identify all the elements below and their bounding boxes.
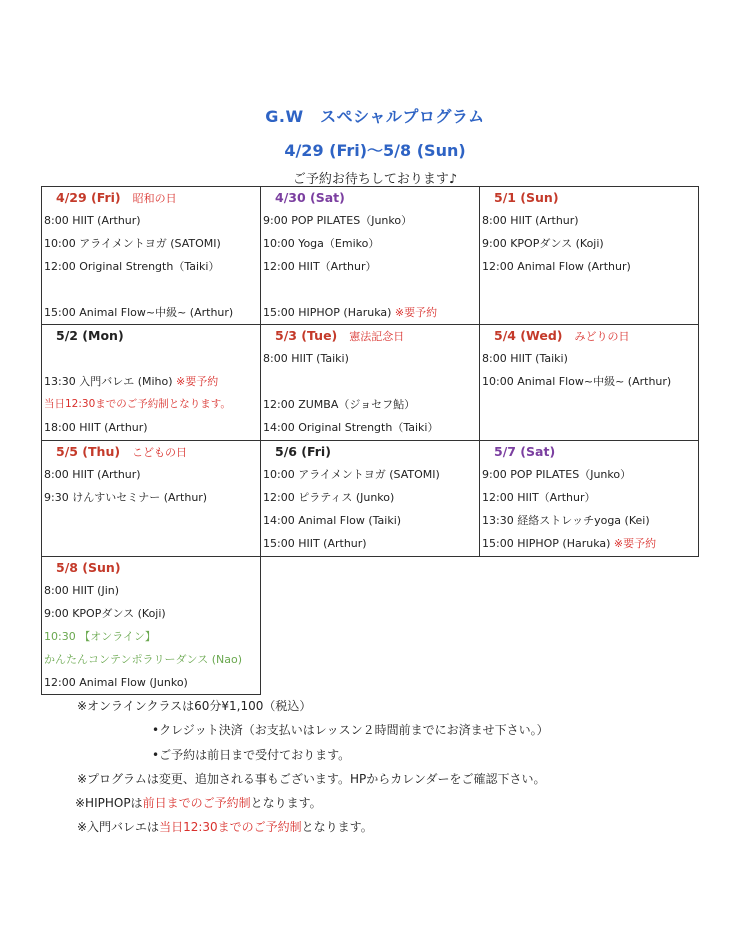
day-date: 4/30 (Sat) xyxy=(275,190,345,205)
day-date: 5/2 (Mon) xyxy=(56,328,124,343)
class-entry xyxy=(480,255,698,278)
day-header xyxy=(261,325,479,347)
class-entry xyxy=(42,602,260,625)
class-text: 10:00 アライメントヨガ (SATOMI) xyxy=(263,468,440,481)
empty-cell xyxy=(260,556,480,695)
class-entry xyxy=(261,486,479,509)
class-text: 14:00 Animal Flow (Taiki) xyxy=(263,514,402,527)
class-text: 15:00 HIPHOP (Haruka) xyxy=(482,537,614,550)
class-text: 10:00 Animal Flow~中級~ (Arthur) xyxy=(482,375,672,388)
holiday-label: 憲法記念日 xyxy=(349,330,405,343)
day-cell xyxy=(41,556,261,695)
class-text: 9:00 KPOPダンス (Koji) xyxy=(44,607,166,620)
class-text: 9:00 POP PILATES（Junko） xyxy=(263,214,413,227)
day-cell xyxy=(260,440,480,557)
class-entry xyxy=(42,301,260,324)
class-text: かんたんコンテンポラリーダンス (Nao) xyxy=(44,653,243,666)
day-cell xyxy=(479,186,699,325)
class-entry xyxy=(42,509,260,532)
class-entry xyxy=(42,671,260,694)
class-entry xyxy=(261,255,479,278)
day-header xyxy=(42,557,260,579)
class-text: 12:00 ピラティス (Junko) xyxy=(263,491,395,504)
class-entry xyxy=(261,209,479,232)
class-text: 12:00 HIIT（Arthur） xyxy=(482,491,596,504)
empty-cell xyxy=(479,556,699,695)
class-text: 当日12:30までのご予約制となります。 xyxy=(44,398,231,410)
class-entry xyxy=(42,255,260,278)
day-header xyxy=(480,187,698,209)
class-text: 10:30 【オンライン】 xyxy=(44,630,156,643)
class-entry xyxy=(261,463,479,486)
note-hiphop-prefix: ※HIPHOPは xyxy=(75,796,143,810)
class-entry xyxy=(261,393,479,416)
day-cell xyxy=(41,324,261,441)
day-header xyxy=(42,441,260,463)
note-ballet-suffix: となります。 xyxy=(301,820,373,834)
note-ballet-prefix: ※入門バレエは xyxy=(77,820,160,834)
class-text: 15:00 HIIT (Arthur) xyxy=(263,537,367,550)
class-text: 15:00 HIPHOP (Haruka) xyxy=(263,306,395,319)
class-entry xyxy=(42,278,260,301)
class-entry xyxy=(42,463,260,486)
class-entry xyxy=(480,370,698,393)
class-entry xyxy=(480,209,698,232)
week-row xyxy=(41,186,701,324)
holiday-label: 昭和の日 xyxy=(132,192,177,205)
day-cell xyxy=(41,440,261,557)
note-online-price: ※オンラインクラスは60分¥1,100（税込） xyxy=(77,699,312,713)
day-header xyxy=(261,441,479,463)
class-entry xyxy=(261,370,479,393)
week-row xyxy=(41,556,701,694)
class-entry xyxy=(42,648,260,671)
holiday-label: みどりの日 xyxy=(574,330,630,343)
class-text: 10:00 Yoga（Emiko） xyxy=(263,237,380,250)
class-text: 18:00 HIIT (Arthur) xyxy=(44,421,148,434)
week-row xyxy=(41,324,701,440)
class-text: 8:00 HIIT (Taiki) xyxy=(482,352,568,365)
class-text: 12:00 ZUMBA（ジョセフ鮎） xyxy=(263,398,416,411)
reservation-required-label: ※要予約 xyxy=(613,537,657,550)
class-entry xyxy=(480,486,698,509)
day-cell xyxy=(41,186,261,325)
class-text: 13:30 経絡ストレッチyoga (Kei) xyxy=(482,514,650,527)
day-date: 5/7 (Sat) xyxy=(494,444,556,459)
day-date: 5/6 (Fri) xyxy=(275,444,331,459)
class-entry xyxy=(42,625,260,648)
date-range: 4/29 (Fri)〜5/8 (Sun) xyxy=(284,141,466,160)
note-credit-payment: •クレジット決済（お支払いはレッスン２時間前までにお済ませ下さい。） xyxy=(152,723,549,737)
class-entry xyxy=(261,278,479,301)
day-date: 5/8 (Sun) xyxy=(56,560,121,575)
day-cell xyxy=(260,324,480,441)
day-header xyxy=(480,441,698,463)
reservation-required-label: ※要予約 xyxy=(394,306,438,319)
class-text: 8:00 HIIT (Taiki) xyxy=(263,352,349,365)
note-ballet-reservation xyxy=(77,818,373,835)
class-entry xyxy=(42,416,260,439)
class-text: 8:00 HIIT (Jin) xyxy=(44,584,120,597)
page-title: G.W スペシャルプログラム xyxy=(265,107,485,126)
day-date: 5/3 (Tue) xyxy=(275,328,338,343)
class-entry xyxy=(42,579,260,602)
class-text: 9:30 けんすいセミナー (Arthur) xyxy=(44,491,208,504)
class-text: 12:00 Animal Flow (Junko) xyxy=(44,676,188,689)
day-cell xyxy=(260,186,480,325)
class-entry xyxy=(42,370,260,393)
class-text: 12:00 Animal Flow (Arthur) xyxy=(482,260,631,273)
day-date: 4/29 (Fri) xyxy=(56,190,121,205)
holiday-label: こどもの日 xyxy=(132,446,188,459)
class-text: 10:00 アライメントヨガ (SATOMI) xyxy=(44,237,221,250)
class-entry xyxy=(480,509,698,532)
class-entry xyxy=(261,532,479,555)
class-text: 8:00 HIIT (Arthur) xyxy=(482,214,579,227)
week-row xyxy=(41,440,701,556)
day-cell xyxy=(479,440,699,557)
class-entry xyxy=(261,232,479,255)
class-text: 9:00 KPOPダンス (Koji) xyxy=(482,237,604,250)
note-hiphop-highlight: 前日までのご予約制 xyxy=(142,796,251,810)
class-text: 9:00 POP PILATES（Junko） xyxy=(482,468,632,481)
day-header xyxy=(42,187,260,209)
day-header xyxy=(42,325,260,347)
day-header xyxy=(261,187,479,209)
class-entry xyxy=(261,509,479,532)
class-entry xyxy=(42,486,260,509)
class-entry xyxy=(42,232,260,255)
class-entry xyxy=(261,416,479,439)
reservation-required-label: ※要予約 xyxy=(176,375,219,388)
note-reservation-deadline: •ご予約は前日まで受付ております。 xyxy=(152,748,351,762)
class-entry xyxy=(480,232,698,255)
class-entry xyxy=(261,347,479,370)
class-text: 12:00 HIIT（Arthur） xyxy=(263,260,377,273)
class-text: 15:00 Animal Flow~中級~ (Arthur) xyxy=(44,306,234,319)
class-entry xyxy=(42,532,260,555)
class-entry xyxy=(480,532,698,555)
class-text: 8:00 HIIT (Arthur) xyxy=(44,468,141,481)
note-program-change: ※プログラムは変更、追加される事もございます。HPからカレンダーをご確認下さい。 xyxy=(77,772,546,786)
class-text: 12:00 Original Strength（Taiki） xyxy=(44,260,220,273)
note-ballet-highlight: 当日12:30までのご予約制 xyxy=(159,820,302,834)
day-date: 5/5 (Thu) xyxy=(56,444,121,459)
class-text: 13:30 入門バレエ (Miho) xyxy=(44,375,177,388)
day-header xyxy=(480,325,698,347)
day-cell xyxy=(479,324,699,441)
class-entry xyxy=(42,393,260,416)
class-entry xyxy=(42,209,260,232)
welcome-message: ご予約お待ちしております♪ xyxy=(292,172,458,187)
day-date: 5/4 (Wed) xyxy=(494,328,563,343)
class-entry xyxy=(42,347,260,370)
note-hiphop-suffix: となります。 xyxy=(250,796,322,810)
class-text: 8:00 HIIT (Arthur) xyxy=(44,214,141,227)
class-entry xyxy=(480,463,698,486)
class-text: 14:00 Original Strength（Taiki） xyxy=(263,421,439,434)
schedule-grid xyxy=(41,186,701,694)
day-date: 5/1 (Sun) xyxy=(494,190,559,205)
class-entry xyxy=(261,301,479,324)
note-hiphop-reservation xyxy=(75,794,322,811)
class-entry xyxy=(480,347,698,370)
